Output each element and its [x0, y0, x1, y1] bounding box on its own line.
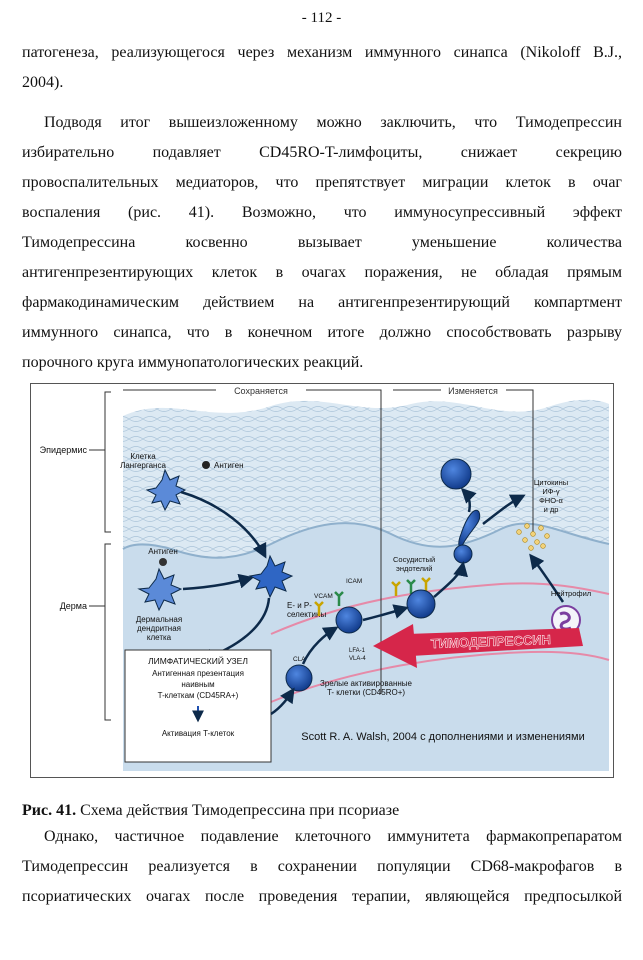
dendritic-label-1: Дермальная: [135, 615, 183, 624]
paragraph-1: [22, 38, 622, 98]
antigen-top-label: Антиген: [214, 461, 244, 470]
paragraph-3: [22, 822, 622, 912]
text-line: Однако, частичное подавление клеточного иммунитета фармакопрепаратом: [44, 828, 622, 845]
page-number: - 112 -: [301, 10, 342, 26]
figure-diagram: [31, 384, 613, 777]
paragraph-2: [22, 108, 622, 378]
antigen-left-label: Антиген: [148, 547, 178, 556]
text-line: избирательно подавляет CD45RO-T-лимфоциты, снижает секрецию: [22, 144, 622, 161]
figure-source: Scott R. A. Walsh, 2004 с дополнениями и изменениями: [301, 731, 585, 743]
cytokines-label-3: ФНО-α: [539, 496, 563, 505]
neutrophil-label: Нейтрофил: [550, 589, 592, 598]
text-line: фармакодинамическим действием на антигенпрезентирующий компартмент: [22, 294, 622, 311]
icam-label: ICAM: [346, 578, 363, 585]
text-line: воспаления (рис. 41). Возможно, что иммуносупрессивный эффект: [22, 204, 622, 221]
cla-label: CLA: [293, 656, 306, 663]
text-line: Подводя итог вышеизложенному можно заключить, что Тимодепрессин: [44, 114, 622, 131]
t-cell-icon: [441, 459, 471, 489]
vascular-label-2: эндотелий: [396, 564, 433, 573]
preserved-label: Сохраняется: [234, 386, 288, 396]
lymph-node-text-3: T-клеткам (CD45RA+): [157, 691, 239, 700]
text-line: 2004).: [22, 74, 64, 91]
lfa1-label: LFA-1: [349, 648, 366, 654]
selectins-label-1: E- и P-: [287, 601, 312, 610]
text-line: патогенеза, реализующегося через механизм иммунного синапса (Nikoloff B.J.,: [22, 44, 622, 61]
text-line: псориатических очагах после проведения терапии, являющейся предпосылкой: [22, 888, 622, 905]
text-line: иммунного синапса, что в конечном итоге должно способствовать разрыву: [22, 324, 622, 341]
text-line: провоспалительных медиаторов, что препятствует миграции клеток в очаг: [22, 174, 622, 191]
lymph-node-text-1: Антигенная презентация: [152, 669, 244, 678]
epidermis-bracket: [105, 392, 111, 532]
langerhans-label-2: Лангерганса: [120, 461, 166, 470]
dendritic-label-2: дендритная: [137, 624, 181, 633]
lymph-node-text-4: Активация T-клеток: [161, 729, 235, 738]
cytokines-label-4: и др: [543, 505, 559, 514]
cytokines-label-1: Цитокины: [533, 478, 569, 487]
vcam-label: VCAM: [314, 593, 333, 600]
dendritic-label-3: клетка: [146, 633, 172, 642]
antigen-dot-icon: [159, 558, 167, 566]
selectins-label-2: селектины: [287, 610, 327, 619]
caption-text: Схема действия Тимодепрессина при псориазе: [76, 802, 400, 819]
vla4-label: VLA-4: [349, 656, 366, 662]
mature-cells-label-2: T- клетки (CD45RO+): [326, 688, 406, 697]
t-cell-icon: [286, 665, 312, 691]
epidermis-label: Эпидермис: [39, 445, 87, 455]
lymph-node-text-2: наивным: [181, 680, 215, 689]
lymph-node-title: ЛИМФАТИЧЕСКИЙ УЗЕЛ: [148, 656, 248, 666]
changed-label: Изменяется: [448, 386, 498, 396]
t-cell-icon: [407, 590, 435, 618]
antigen-dot-icon: [202, 461, 210, 469]
text-line: антигенпрезентирующих клеток в очагах поражения, не обладая прямым: [22, 264, 622, 281]
text-line: Тимодепрессина косвенно вызывает уменьшение количества: [22, 234, 622, 251]
t-cell-icon: [454, 545, 472, 563]
langerhans-label-1: Клетка: [130, 452, 156, 461]
cytokines-label-2: ИФ-γ: [542, 487, 560, 496]
figure-41: [30, 383, 614, 778]
mature-cells-label-1: Зрелые активированные: [320, 679, 412, 688]
dermis-bracket: [105, 544, 111, 720]
vascular-label-1: Сосудистый: [393, 555, 436, 564]
caption-label: Рис. 41.: [22, 802, 77, 819]
text-line: Тимодепрессин реализуется в сохранении популяции CD68-макрофагов в: [22, 858, 622, 875]
drug-name-label: ТИМОДЕПРЕССИН: [430, 631, 552, 652]
figure-caption: [22, 802, 399, 820]
text-line: порочного круга иммунопатологических реакций.: [22, 354, 364, 371]
dermis-label: Дерма: [59, 601, 87, 611]
t-cell-icon: [336, 607, 362, 633]
